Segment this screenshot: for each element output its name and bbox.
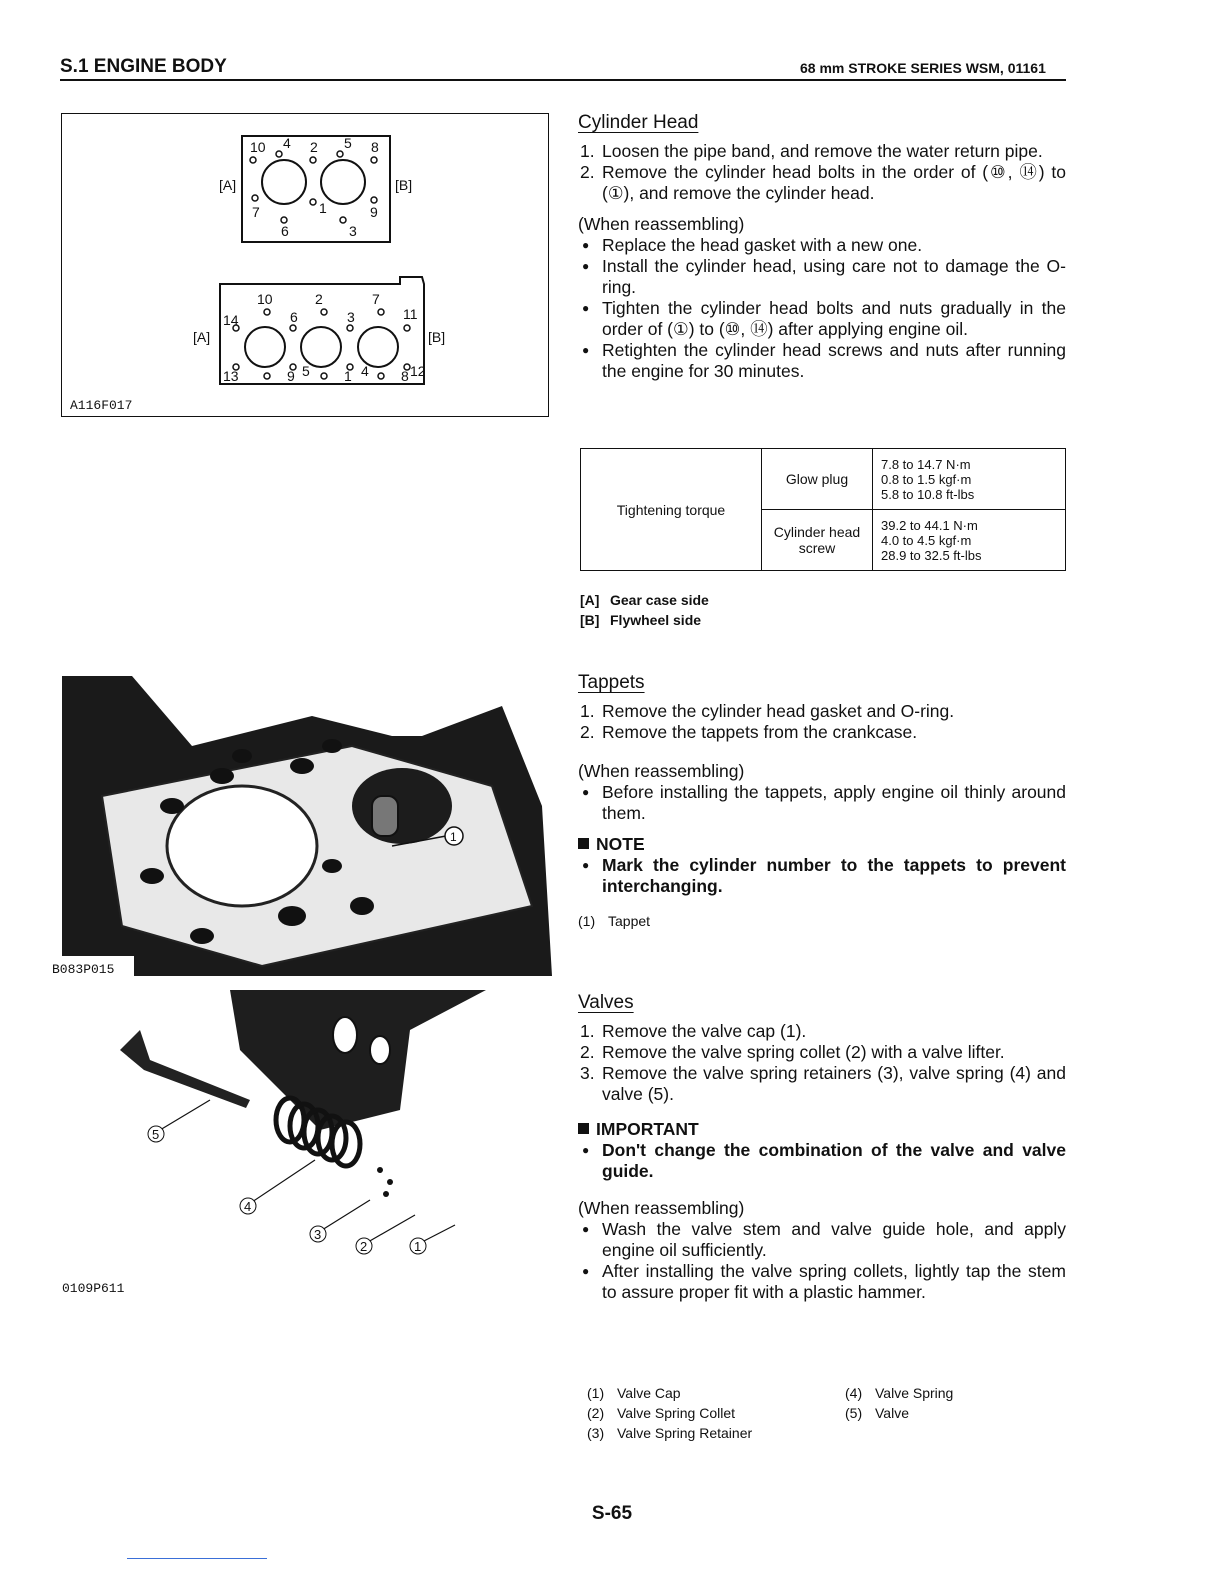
legend-text: Flywheel side [610, 612, 702, 628]
caption-item [845, 1403, 953, 1423]
valves-steps [578, 1021, 1066, 1105]
torque-value: 28.9 to 32.5 ft-lbs [881, 547, 982, 563]
top-side-b: [B] [395, 177, 413, 193]
step-text: Remove the cylinder head bolts in the order of (⑩, ⑭) to (①), and remove the cylinder head. [602, 162, 1066, 203]
caption-text: Valve [875, 1405, 909, 1421]
valves-reassembling-title: (When reassembling) [578, 1198, 745, 1218]
note-bullets [578, 855, 1066, 897]
caption-number: (4) [845, 1385, 863, 1401]
tappets-reassembling-title: (When reassembling) [578, 761, 745, 781]
list-item [578, 1042, 1066, 1063]
tappet-photo-code: B083P015 [52, 962, 115, 977]
tappets-steps [578, 701, 1066, 743]
bottom-bolt-num: 14 [223, 312, 239, 328]
step-number: 2. [580, 1042, 595, 1062]
top-bolt-num: 2 [310, 139, 318, 155]
top-bolt-num: 4 [283, 135, 291, 151]
top-bolt-num: 1 [319, 200, 327, 216]
bolt-order-diagram [62, 114, 548, 416]
valve-callout-3: 3 [314, 1227, 322, 1242]
list-item: ● Replace the head gasket with a new one. [578, 235, 1066, 256]
list-item [578, 722, 1066, 743]
legend-item [580, 590, 709, 610]
page-number: S-65 [591, 1503, 633, 1524]
caption-text: Valve Spring Retainer [617, 1425, 753, 1441]
bolt-order-figure [61, 113, 549, 417]
valves-title: Valves [578, 992, 634, 1013]
note-title: NOTE [596, 834, 645, 854]
bottom-bolt-num: 11 [403, 306, 418, 322]
caption-number: (2) [587, 1405, 605, 1421]
bottom-bolt-num: 4 [361, 363, 369, 379]
list-item: ● Before installing the tappets, apply engine oil thinly around them. [578, 782, 1066, 824]
top-side-a: [A] [219, 177, 237, 193]
section-title: S.1 ENGINE BODY [60, 56, 227, 77]
top-bolt-numbers [250, 135, 379, 239]
list-item [578, 701, 1066, 722]
torque-value: 4.0 to 4.5 kgf·m [881, 532, 972, 548]
important-bullets [578, 1140, 1066, 1182]
caption-item [587, 1403, 752, 1423]
step-text: Loosen the pipe band, and remove the water return pipe. [602, 141, 1043, 161]
tappets-title: Tappets [578, 672, 645, 693]
step-text: Remove the cylinder head gasket and O-ring. [602, 701, 955, 721]
side-legend [580, 590, 709, 630]
list-item [578, 141, 1066, 162]
top-bolt-num: 7 [252, 204, 260, 220]
bottom-bolt-num: 7 [372, 291, 380, 307]
caption-item [845, 1383, 953, 1403]
step-text: Remove the valve spring retainers (3), valve spring (4) and valve (5). [602, 1063, 1066, 1104]
bottom-bolt-num: 10 [257, 291, 273, 307]
torque-label: Tightening torque [581, 449, 762, 571]
list-item [578, 1021, 1066, 1042]
caption-number: (3) [587, 1425, 605, 1441]
valve-photo-code: 0109P611 [62, 1281, 125, 1296]
caption-item [587, 1423, 752, 1443]
valve-photo [110, 990, 490, 1272]
caption-text: Valve Cap [617, 1385, 681, 1401]
step-number: 1. [580, 141, 595, 161]
bottom-bolt-num: 6 [290, 309, 298, 325]
bottom-side-a: [A] [193, 329, 211, 345]
tappet-photo-drawing [62, 676, 552, 978]
top-bolt-holes [250, 151, 377, 223]
tappets-bullets [578, 782, 1066, 824]
torque-item: Cylinder head screw [762, 510, 873, 571]
list-item: ● After installing the valve spring collets, lightly tap the stem to assure proper fit with a plastic hammer. [578, 1261, 1066, 1303]
list-item: ● Wash the valve stem and valve guide hole, and apply engine oil sufficiently. [578, 1219, 1066, 1261]
series-label: 68 mm STROKE SERIES WSM, 01161 [800, 60, 1046, 76]
legend-key: [A] [580, 592, 600, 608]
valves-section [578, 992, 1066, 1303]
bottom-bolt-num: 9 [287, 368, 295, 384]
bottom-bolt-num: 2 [315, 291, 323, 307]
valve-callout-1: 1 [414, 1239, 422, 1254]
tappet-callout: 1 [450, 830, 457, 844]
bottom-rule [127, 1558, 267, 1559]
top-bolt-num: 3 [349, 223, 357, 239]
top-bolt-num: 10 [250, 139, 266, 155]
caption-text: Valve Spring [875, 1385, 954, 1401]
caption-text: Tappet [608, 913, 651, 929]
bottom-bolt-num: 8 [401, 368, 409, 384]
valve-callout-2: 2 [360, 1239, 368, 1254]
torque-values [873, 449, 1066, 510]
valves-bullets [578, 1219, 1066, 1303]
tappets-caption [578, 911, 1066, 931]
cylinder-head-steps [578, 141, 1066, 204]
cylinder-head-section [578, 112, 1066, 382]
torque-value: 0.8 to 1.5 kgf·m [881, 471, 972, 487]
cylinder-head-title: Cylinder Head [578, 112, 699, 133]
torque-value: 7.8 to 14.7 N·m [881, 456, 971, 472]
caption-number: (1) [578, 913, 596, 929]
list-item [578, 162, 1066, 204]
valves-captions-right [845, 1383, 953, 1423]
valve-photo-drawing [110, 990, 490, 1272]
list-item: ● Mark the cylinder number to the tappets to prevent interchanging. [578, 855, 1066, 897]
step-number: 3. [580, 1063, 595, 1083]
caption-number: (1) [587, 1385, 605, 1401]
header-rule [60, 79, 1066, 81]
caption-item [587, 1383, 752, 1403]
top-bolt-num: 9 [370, 204, 378, 220]
bottom-bolt-num: 13 [223, 368, 239, 384]
list-item [578, 1063, 1066, 1105]
valve-callout-4: 4 [244, 1199, 252, 1214]
top-bolt-num: 8 [371, 139, 379, 155]
torque-table [580, 448, 1066, 571]
valves-captions-left [587, 1383, 752, 1443]
note-heading [578, 834, 1066, 855]
list-item: ● Retighten the cylinder head screws and nuts after running the engine for 30 minutes. [578, 340, 1066, 382]
step-number: 2. [580, 162, 595, 182]
step-text: Remove the tappets from the crankcase. [602, 722, 918, 742]
important-heading [578, 1119, 1066, 1140]
cylinder-head-reassembling-title: (When reassembling) [578, 214, 745, 234]
list-item: ● Install the cylinder head, using care not to damage the O-ring. [578, 256, 1066, 298]
step-number: 2. [580, 722, 595, 742]
important-square-icon [578, 1123, 589, 1134]
figure-code: A116F017 [70, 398, 133, 413]
caption-text: Valve Spring Collet [617, 1405, 736, 1421]
top-bolt-num: 5 [344, 135, 352, 151]
bottom-side-b: [B] [428, 329, 446, 345]
caption-number: (5) [845, 1405, 863, 1421]
bottom-bolt-num: 1 [344, 368, 352, 384]
legend-text: Gear case side [610, 592, 709, 608]
bottom-bolt-num: 5 [302, 363, 310, 379]
torque-values [873, 510, 1066, 571]
legend-key: [B] [580, 612, 600, 628]
tappets-section [578, 672, 1066, 931]
torque-value: 5.8 to 10.8 ft-lbs [881, 486, 975, 502]
bottom-bolt-holes [233, 309, 410, 379]
step-number: 1. [580, 701, 595, 721]
torque-value: 39.2 to 44.1 N·m [881, 517, 978, 533]
step-number: 1. [580, 1021, 595, 1041]
valve-callout-5: 5 [152, 1127, 160, 1142]
legend-item [580, 610, 709, 630]
tappet-photo [52, 676, 552, 978]
list-item: ● Tighten the cylinder head bolts and nuts gradually in the order of (①) to (⑩, ⑭) after applying engine oil. [578, 298, 1066, 340]
note-square-icon [578, 838, 589, 849]
step-text: Remove the valve spring collet (2) with a valve lifter. [602, 1042, 1005, 1062]
important-title: IMPORTANT [596, 1119, 699, 1139]
top-bolt-num: 6 [281, 223, 289, 239]
list-item: ● Don't change the combination of the valve and valve guide. [578, 1140, 1066, 1182]
step-text: Remove the valve cap (1). [602, 1021, 807, 1041]
cylinder-head-bullets [578, 235, 1066, 382]
bottom-bolt-num: 3 [347, 309, 355, 325]
torque-item: Glow plug [762, 449, 873, 510]
table-row [581, 449, 1066, 510]
bottom-bolt-num: 12 [410, 363, 426, 379]
